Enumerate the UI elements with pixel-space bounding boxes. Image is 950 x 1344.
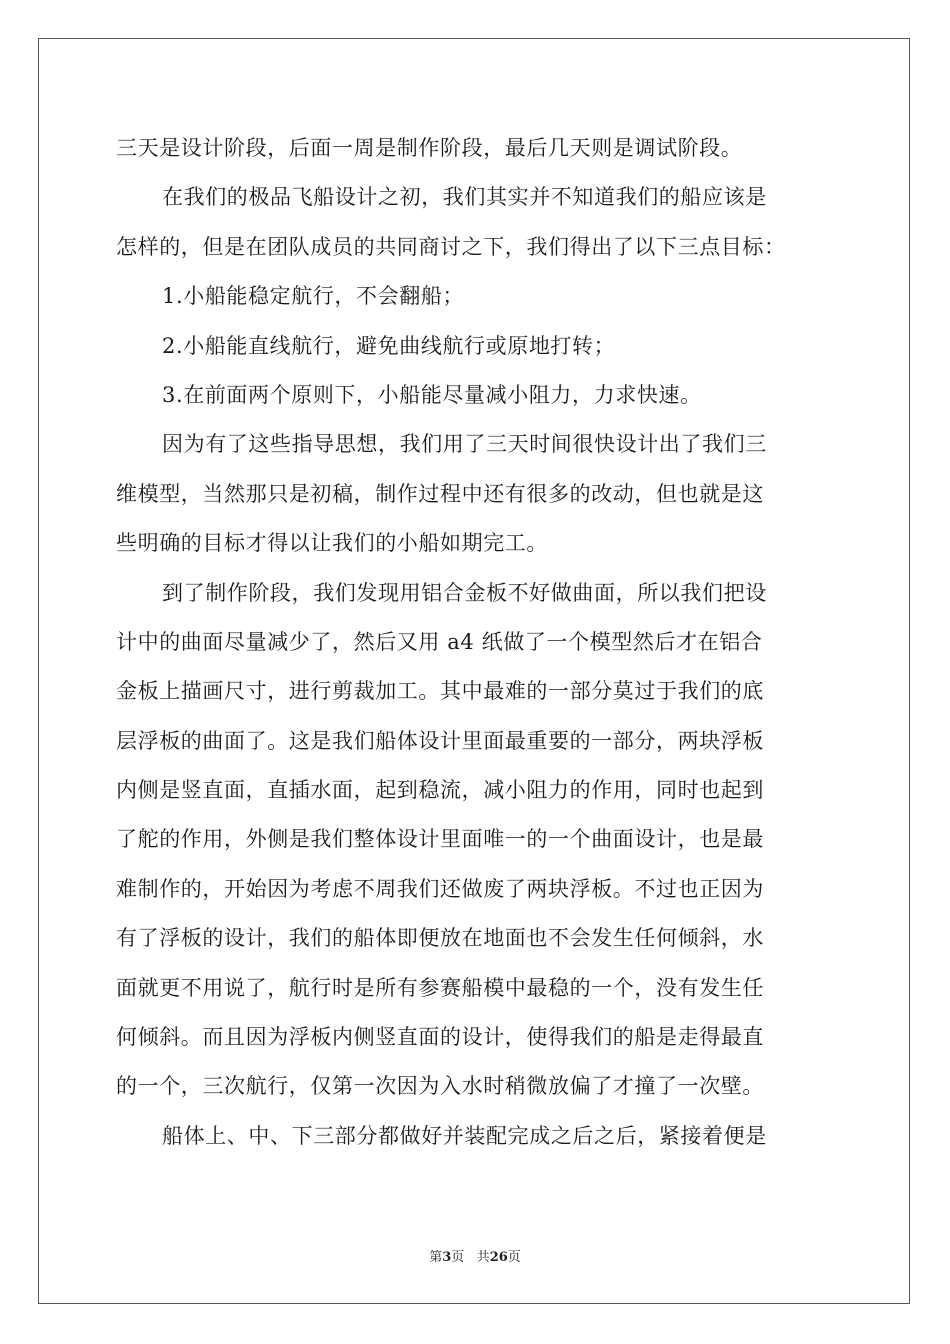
text-line: 2.小船能直线航行，避免曲线航行或原地打转； — [162, 333, 616, 358]
text-line: 面就更不用说了，航行时是所有参赛船模中最稳的一个，没有发生任 — [116, 975, 764, 1000]
page-footer — [0, 1246, 950, 1265]
text-line: 1.小船能稳定航行，不会翻船； — [162, 284, 465, 309]
text-line: 内侧是竖直面，直插水面，起到稳流，减小阻力的作用，同时也起到 — [116, 778, 764, 803]
text-line: 维模型，当然那只是初稿，制作过程中还有很多的改动，但也就是这 — [116, 481, 764, 506]
total-suffix: 页 — [507, 1250, 521, 1265]
page-suffix: 页 — [451, 1250, 465, 1265]
text-line: 的一个，三次航行，仅第一次因为入水时稍微放偏了才撞了一次壁。 — [116, 1074, 764, 1099]
page-number: 3 — [442, 1250, 452, 1265]
text-line: 了舵的作用，外侧是我们整体设计里面唯一的一个曲面设计，也是最 — [116, 827, 764, 852]
text-line: 难制作的，开始因为考虑不周我们还做废了两块浮板。不过也正因为 — [116, 876, 764, 901]
text-line: 金板上描画尺寸，进行剪裁加工。其中最难的一部分莫过于我们的底 — [116, 679, 764, 704]
text-line: 层浮板的曲面了。这是我们船体设计里面最重要的一部分，两块浮板 — [116, 728, 764, 753]
text-line: 计中的曲面尽量减少了，然后又用 a4 纸做了一个模型然后才在铝合 — [116, 629, 763, 654]
text-line: 船体上、中、下三部分都做好并装配完成之后之后，紧接着便是 — [162, 1123, 767, 1148]
total-pages: 26 — [489, 1250, 508, 1265]
text-line: 些明确的目标才得以让我们的小船如期完工。 — [116, 531, 548, 556]
text-line: 有了浮板的设计，我们的船体即便放在地面也不会发生任何倾斜，水 — [116, 926, 764, 951]
text-line: 到了制作阶段，我们发现用铝合金板不好做曲面，所以我们把设 — [162, 580, 767, 605]
document-body — [116, 124, 842, 1161]
text-line: 在我们的极品飞船设计之初，我们其实并不知道我们的船应该是 — [162, 185, 767, 210]
text-line: 3.在前面两个原则下，小船能尽量减小阻力，力求快速。 — [162, 382, 702, 407]
total-prefix: 共 — [476, 1250, 490, 1265]
text-line: 怎样的，但是在团队成员的共同商讨之下，我们得出了以下三点目标： — [116, 234, 786, 259]
page-prefix: 第 — [429, 1250, 443, 1265]
text-line: 三天是设计阶段，后面一周是制作阶段，最后几天则是调试阶段。 — [116, 136, 743, 160]
text-line: 何倾斜。而且因为浮板内侧竖直面的设计，使得我们的船是走得最直 — [116, 1025, 764, 1050]
text-line: 因为有了这些指导思想，我们用了三天时间很快设计出了我们三 — [162, 432, 767, 457]
